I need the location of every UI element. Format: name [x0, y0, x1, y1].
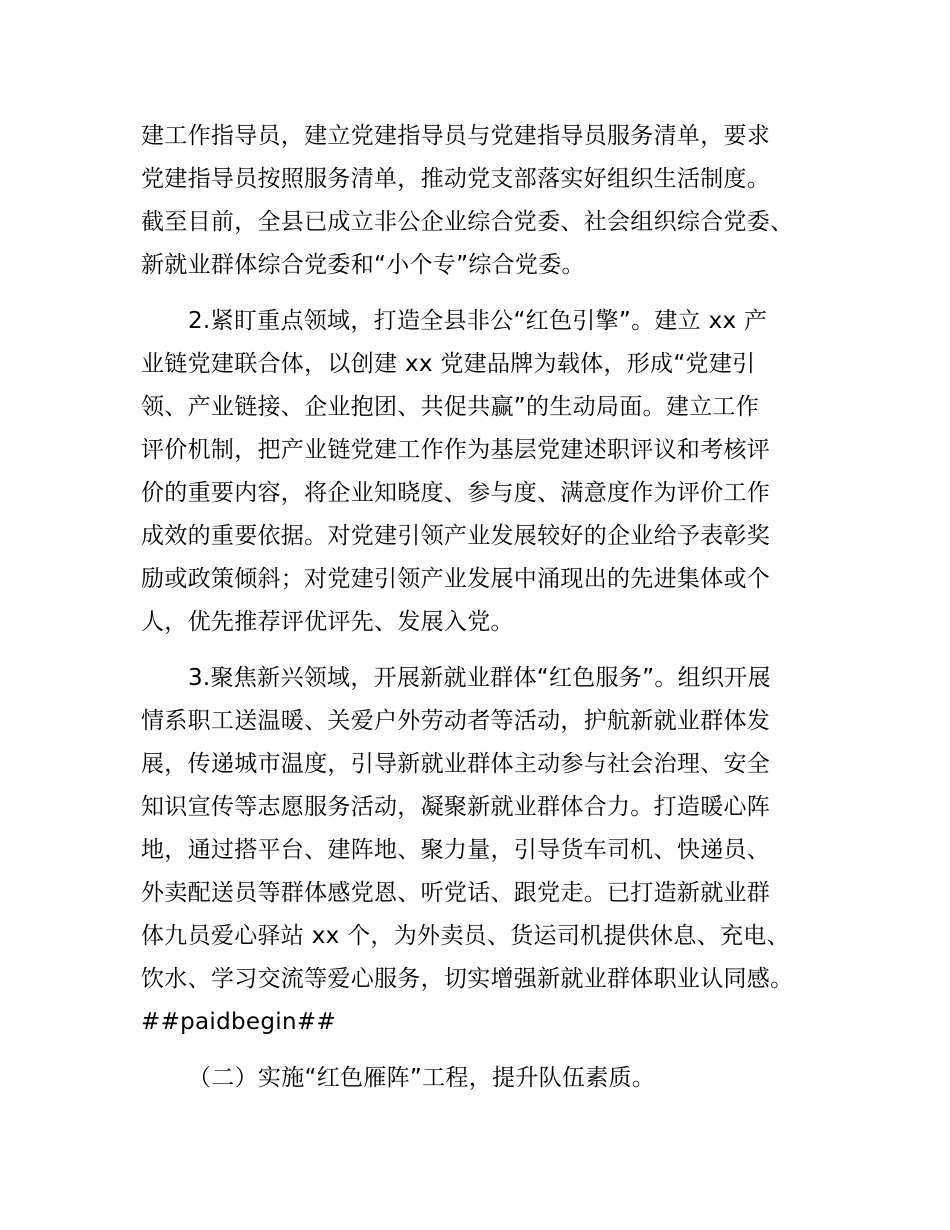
text-line: 外卖配送员等群体感党恩、听党话、跟党走。已打造新就业群: [141, 880, 771, 906]
text-line: 建工作指导员，建立党建指导员与党建指导员服务清单，要求: [141, 123, 771, 149]
text-line: 情系职工送温暖、关爱户外劳动者等活动，护航新就业群体发: [141, 708, 771, 734]
text-line: 人，优先推荐评优评先、发展入党。: [141, 609, 514, 635]
text-line: 知识宣传等志愿服务活动，凝聚新就业群体合力。打造暖心阵: [141, 794, 771, 820]
text-line: 饮水、学习交流等爱心服务，切实增强新就业群体职业认同感。: [141, 966, 794, 992]
text-line: 体九员爱心驿站 xx 个，为外卖员、货运司机提供休息、充电、: [141, 923, 790, 949]
paragraph-2-start: 2.紧盯重点领域，打造全县非公“红色引擎”。建立 xx 产: [188, 308, 768, 334]
text-line: 领、产业链接、企业抱团、共促共赢”的生动局面。建立工作: [141, 394, 760, 420]
text-line: 成效的重要依据。对党建引领产业发展较好的企业给予表彰奖: [141, 523, 771, 549]
text-line: 地，通过搭平台、建阵地、聚力量，引导货车司机、快递员、: [141, 837, 771, 863]
text-line: 业链党建联合体，以创建 xx 党建品牌为载体，形成“党建引: [141, 351, 756, 377]
text-line: 展，传递城市温度，引导新就业群体主动参与社会治理、安全: [141, 751, 771, 777]
text-line: 价的重要内容，将企业知晓度、参与度、满意度作为评价工作: [141, 480, 771, 506]
text-line: 截至目前，全县已成立非公企业综合党委、社会组织综合党委、: [141, 209, 794, 235]
paid-marker: ##paidbegin##: [141, 1009, 336, 1035]
paragraph-3-start: 3.聚焦新兴领域，开展新就业群体“红色服务”。组织开展: [188, 665, 771, 691]
text-line: 励或政策倾斜；对党建引领产业发展中涌现出的先进集体或个: [141, 566, 771, 592]
text-line: 新就业群体综合党委和“小个专”综合党委。: [141, 252, 585, 278]
text-line: 评价机制，把产业链党建工作作为基层党建述职评议和考核评: [141, 437, 771, 463]
text-line: 党建指导员按照服务清单，推动党支部落实好组织生活制度。: [141, 166, 771, 192]
section-heading: （二）实施“红色雁阵”工程，提升队伍素质。: [188, 1065, 656, 1091]
